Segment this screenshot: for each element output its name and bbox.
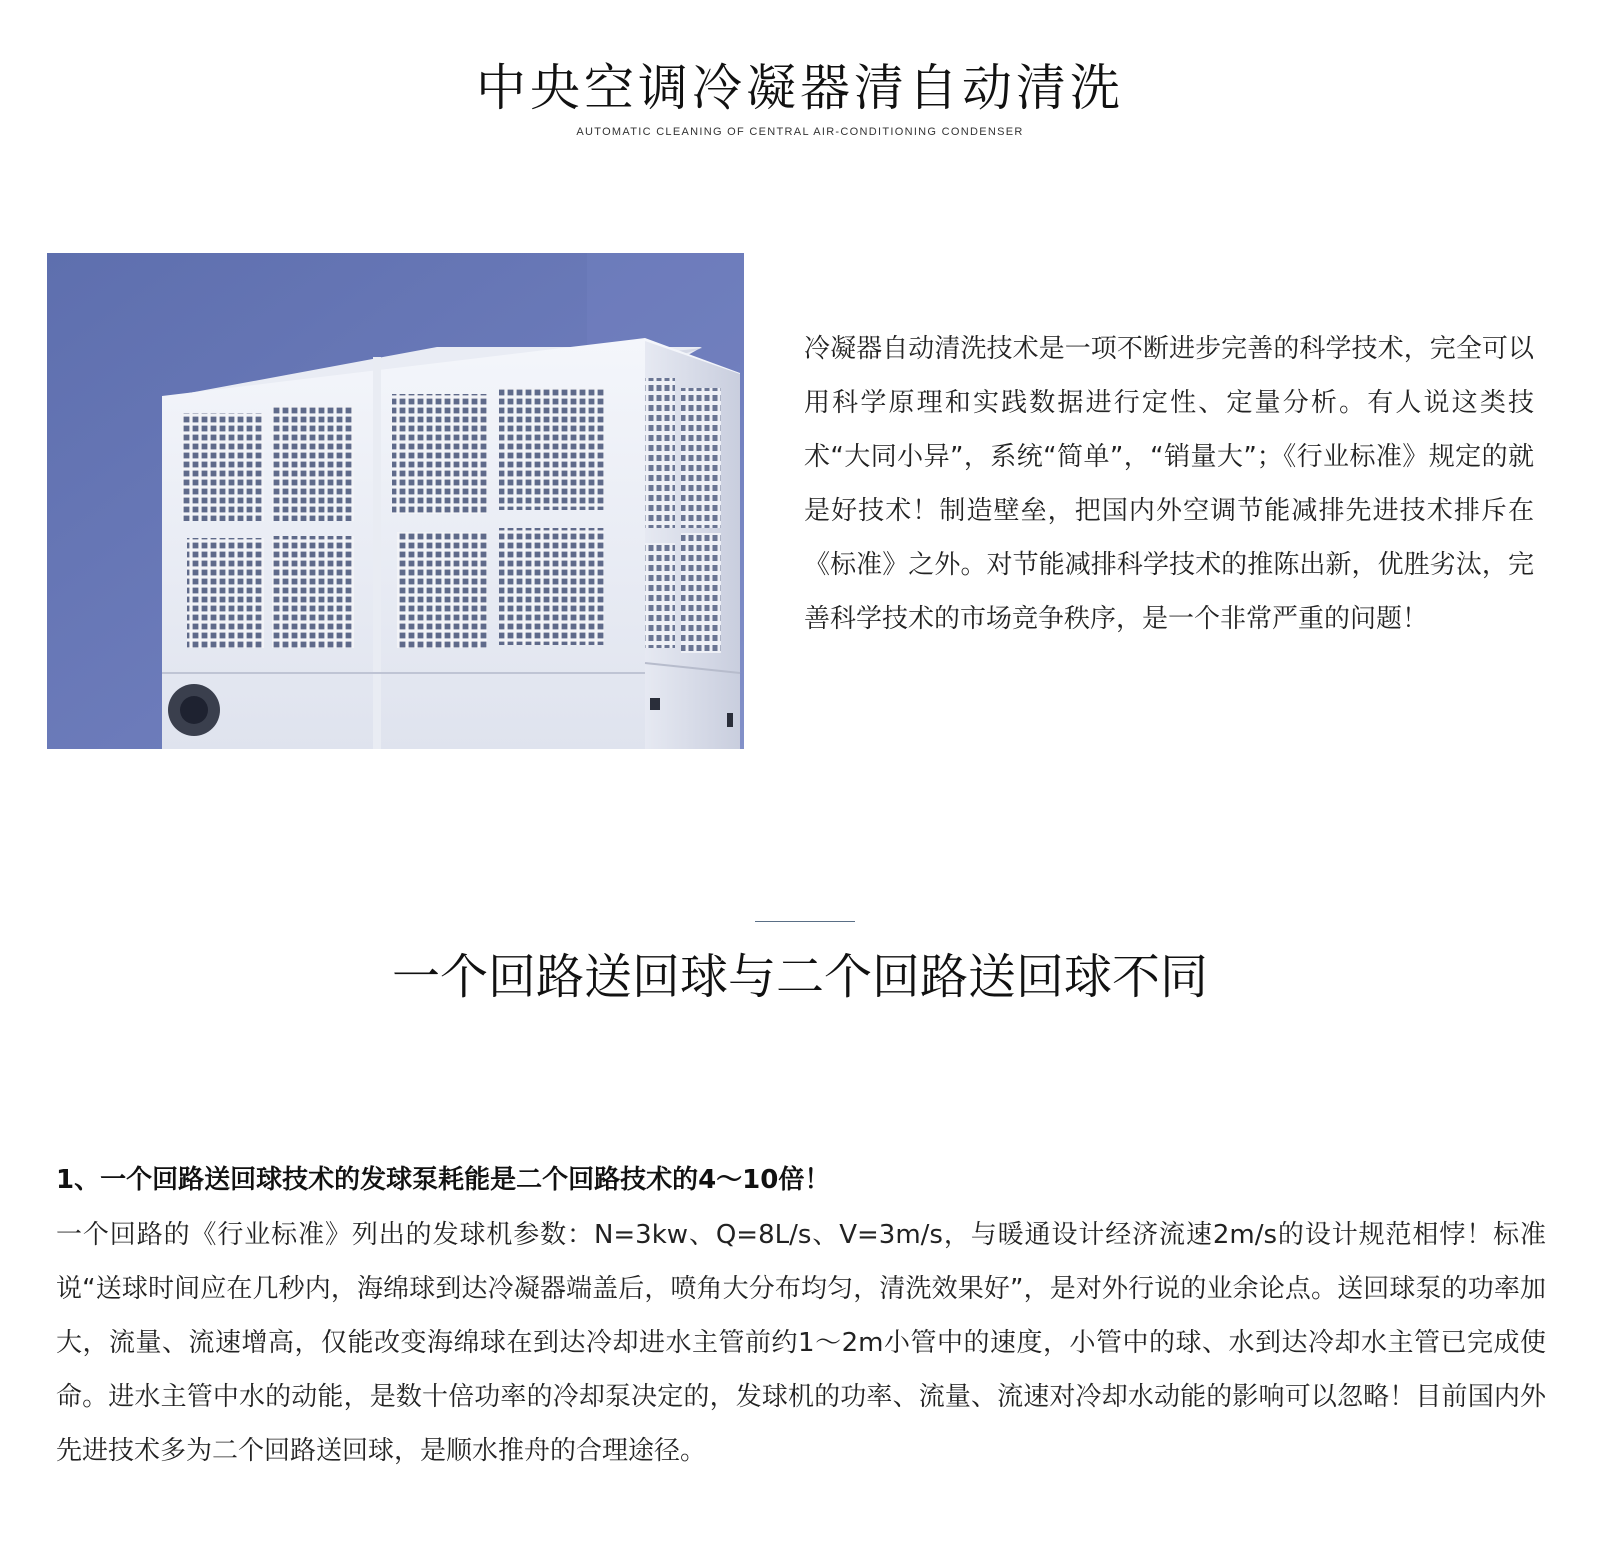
condenser-unit-photo: [47, 253, 744, 749]
section-title: 一个回路送回球与二个回路送回球不同: [391, 949, 1208, 1005]
intro-paragraph: 冷凝器自动清洗技术是一项不断进步完善的科学技术，完全可以用科学原理和实践数据进行定性、定量分析。有人说这类技术“大同小异”，系统“简单”，“销量大”；《行业标准》规定的就是好技术！制造壁垒，把国内外空调节能减排先进技术排斥在《标准》之外。对节能减排科学技术的推陈出新，优胜劣汰，完善科学技术的市场竞争秩序，是一个非常严重的问题！: [804, 334, 1534, 634]
page-subtitle: AUTOMATIC CLEANING OF CENTRAL AIR-CONDITIONING CONDENSER: [576, 126, 1024, 138]
point-body: 一个回路的《行业标准》列出的发球机参数：N=3kw、Q=8L/s、V=3m/s，与暖通设计经济流速2m/s的设计规范相悖！标准说“送球时间应在几秒内，海绵球到达冷凝器端盖后，喷角大分布均匀，清洗效果好”，是对外行说的业余论点。送回球泵的功率加大，流量、流速增高，仅能改变海绵球在到达冷却进水主管前约1～2m小管中的速度，小管中的球、水到达冷却水主管已完成使命。进水主管中水的动能，是数十倍功率的冷却泵决定的，发球机的功率、流量、流速对冷却水动能的影响可以忽略！目前国内外先进技术多为二个回路送回球，是顺水推舟的合理途径。: [56, 1220, 1546, 1466]
page-title: 中央空调冷凝器清自动清洗: [476, 59, 1124, 117]
point-heading: 1、一个回路送回球技术的发球泵耗能是二个回路技术的4～10倍！: [56, 1165, 831, 1195]
section-divider: [755, 921, 855, 922]
page-header: [0, 56, 1600, 138]
